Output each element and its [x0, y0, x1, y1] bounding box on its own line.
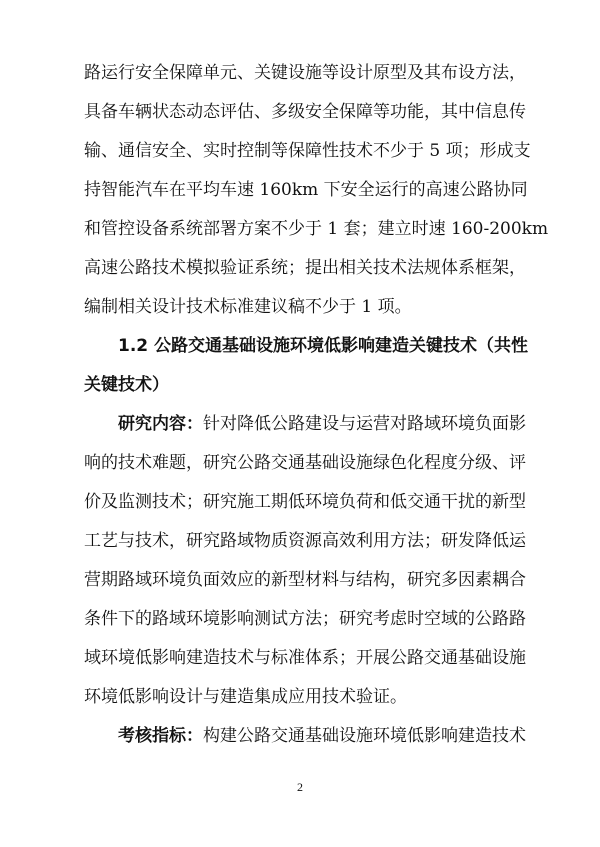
- assessment-line-text: 构建公路交通基础设施环境低影响建造技术: [203, 726, 526, 746]
- page-number: 2: [297, 780, 303, 794]
- text-line: 条件下的路域环境影响测试方法；研究考虑时空域的公路路: [84, 609, 526, 629]
- text-line: 具备车辆状态动态评估、多级安全保障等功能，其中信息传: [84, 102, 526, 122]
- research-line-text: 针对降低公路建设与运营对路域环境负面影: [203, 414, 526, 434]
- text-line: 工艺与技术，研究路域物质资源高效利用方法；研发降低运: [84, 531, 526, 551]
- assessment-first-line: [118, 726, 526, 746]
- text-line: 高速公路技术模拟验证系统；提出相关技术法规体系框架，: [84, 258, 526, 278]
- text-line: 和管控设备系统部署方案不少于 1 套；建立时速 160-200km: [84, 219, 549, 239]
- text-line: 持智能汽车在平均车速 160km 下安全运行的高速公路协同: [84, 180, 528, 200]
- research-label: 研究内容：: [118, 414, 203, 434]
- assessment-label: 考核指标：: [118, 726, 203, 746]
- text-line: 响的技术难题，研究公路交通基础设施绿色化程度分级、评: [84, 453, 526, 473]
- section-heading: 1.2 公路交通基础设施环境低影响建造关键技术（共性: [118, 336, 529, 356]
- text-line: 域环境低影响建造技术与标准体系；开展公路交通基础设施: [84, 648, 526, 668]
- section-heading-continued: 关键技术）: [84, 375, 169, 395]
- text-line: 输、通信安全、实时控制等保障性技术不少于 5 项；形成支: [84, 141, 531, 161]
- text-line: 营期路域环境负面效应的新型材料与结构，研究多因素耦合: [84, 570, 526, 590]
- text-line: 环境低影响设计与建造集成应用技术验证。: [84, 687, 407, 707]
- text-line: 路运行安全保障单元、关键设施等设计原型及其布设方法，: [84, 63, 526, 83]
- text-line: 价及监测技术；研究施工期低环境负荷和低交通干扰的新型: [84, 492, 526, 512]
- research-first-line: [118, 414, 526, 434]
- text-line: 编制相关设计技术标准建议稿不少于 1 项。: [84, 297, 412, 317]
